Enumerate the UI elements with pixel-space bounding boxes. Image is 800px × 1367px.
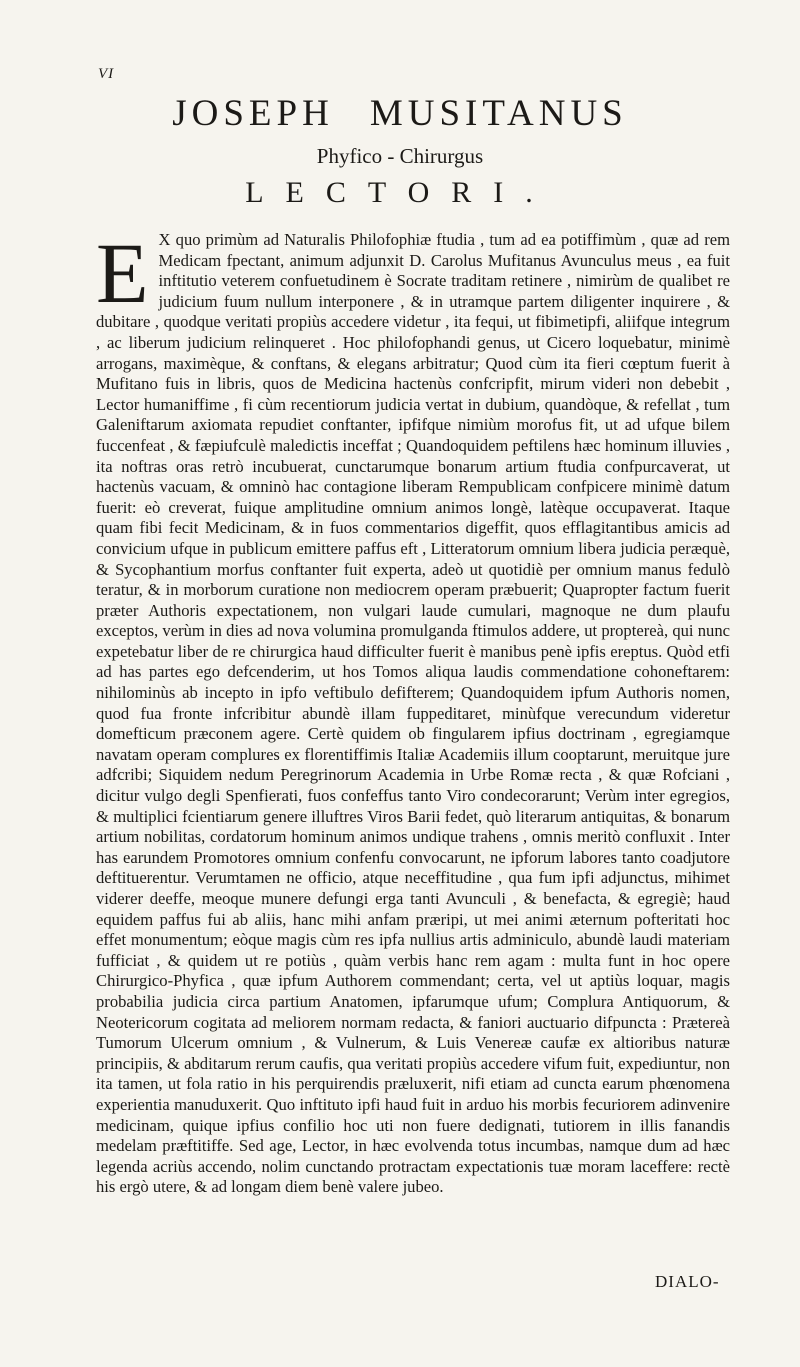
catchword: DIALO- — [655, 1272, 720, 1291]
subheading: Phyfico - Chirurgus — [316, 144, 484, 168]
heading-surname: MUSITANUS — [369, 93, 628, 134]
address-to-reader: LECTORI. — [245, 176, 555, 209]
heading — [0, 92, 800, 135]
drop-cap: E — [96, 225, 149, 321]
heading-first-name: JOSEPH — [172, 93, 334, 134]
page-number: VI — [98, 66, 115, 82]
preface-body — [96, 225, 730, 1198]
preface-paragraph: X quo primùm ad Naturalis Philofophiæ ftudia , tum ad ea potiffimùm , quæ ad rem Medicam fpectant, animum adjunxit D. Carolus Mufitanus Avunculus meus , ea fuit inftitutio veterem confuetudinem è Socrate traditam retinere , nimirùm de qualibet re judicium fuum nullum interponere , & in utramque partem diligenter inquirere , & dubitare , quodque veritati propiùs accedere videtur , ita fequi, ut fibimetipfi, aliifque integrum , ac liberum judicium relinqueret . Hoc philofophandi genus, ut Cicero loquebatur, minimè arrogans, maximèque, & conftans, & elegans arbitratur; Quod cùm ita fieri cœptum fuerit à Mufitano fuis in libris, quos de Medicina hactenùs confcripfit, mirum videri non debebit , Lector humaniffime , fi cùm recentiorum judicia vertat in dubium, quandòque, & refellat , tum Galeniftarum axiomata repudiet conftanter, ipfifque nimiùm morofus fit, ut ad ufque bilem fuccenfeat , & fæpiufculè maledictis inceffat ; Quandoquidem peftilens hæc hominum illuvies , ita noftras oras retrò incubuerat, cunctarumque bonarum artium ftudia confpurcaverat, ut hactenùs vacuam, & omninò hac contagione liberam Rempublicam confpicere minimè datum fuerit: eò creverat, fuique amplitudine omnium animos longè, latèque occupaverat. Itaque quam fibi fecit Medicinam, & in fuos commentarios digeffit, quos efflagitantibus amicis ad convicium ufque in publicum emittere paffus eft , Litteratorum omnium libera judicia peræquè, & Sycophantium morfus conftanter fuit experta, adeò ut quotidiè per omnium manus fedulò teratur, & in morborum curatione non mediocrem operam præbuerit; Quapropter factum fuerit præter Authoris expectationem, non vulgari laude cumulari, magnoque ne dum plaufu exceptos, verùm in dies ad nova volumina promulganda ftimulos addere, ut proptereà, qui nunc expetebatur liber de re chirurgica haud difficulter fuerit è manibus penè ipfis ereptus. Quòd etfi ad has partes ego defcenderim, ut hos Tomos aliqua laudis commendatione cohoneftarem: nihilominùs ab incepto in ipfo veftibulo defifterem; Quandoquidem ipfum Authoris nomen, quod fua fronte infcribitur abundè illam fuppeditaret, minùfque verecundum videretur domefticum præconem agere. Certè quidem ob fingularem ipfius doctrinam , egregiamque navatam operam complures ex florentiffimis Italiæ Academiis illum cooptarunt, meruitque jure adfcribi; Siquidem nedum Peregrinorum Academia in Urbe Romæ recta , & quæ Rofciani , dicitur vulgo degli Spenfierati, fuos confeffus tanto Viro condecorarunt; Verùm inter egregios, & multiplici fcientiarum genere illuftres Viros Barii fedet, quò literarum antiquitas, & bonarum artium nobilitas, cordatorum hominum animos undique trahens , omnis meritò confluxit . Inter has earundem Promotores omnium confenfu convocarunt, ne ipforum labores tanto coadjutore deftituerentur. Verumtamen ne officio, atque neceffitudine , qua fum ipfi adjunctus, mihimet viderer deeffe, meoque munere defungi erga tanti Avunculi , & benefacta, & egregiè; haud equidem paffus fui ab aliis, hanc mihi anfam præripi, ut mei animi æternum pofteritati hoc effet monumentum; eòque magis cùm res ipfa nullius artis adminiculo, abundè laudi materiam fufficiat , & quidem ut re potiùs , quàm verbis hanc rem agam : multa funt in hoc opere Chirurgico-Phyfica , quæ ipfum Authorem commendant; certa, vel ut aptiùs loquar, magis probabilia judicia circa partium Anatomen, ipfarumque ufum; Complura Antiquorum, & Neotericorum cogitata ad meliorem normam redacta, & faniori auctuario difpuncta : Prætereà Tumorum Ulcerum omnium , & Vulnerum, & Luis Venereæ caufæ ex altioribus naturæ principiis, & abditarum rerum caufis, qua veritati propiùs accedere vifum fuit, expediuntur, non ita tamen, ut fola ratio in his perquirendis præluxerit, nifi etiam ad cuncta earum phœnomena experientia manuduxerit. Quo inftituto ipfi haud fuit in arduo his morbis fecuriorem adinvenire medicinam, quique ipfius confilio hoc uti non fuere dedignati, tutiorem in illis fanandis medelam præftitiffe. Sed age, Lector, in hæc evolvenda totus incumbas, namque dum ad hæc legenda acriùs accendo, nolim cunctando protractam expectationis tuæ moram laceffere: rectè his ergò utere, & ad longam diem benè valere jubeo. — [96, 230, 730, 1197]
